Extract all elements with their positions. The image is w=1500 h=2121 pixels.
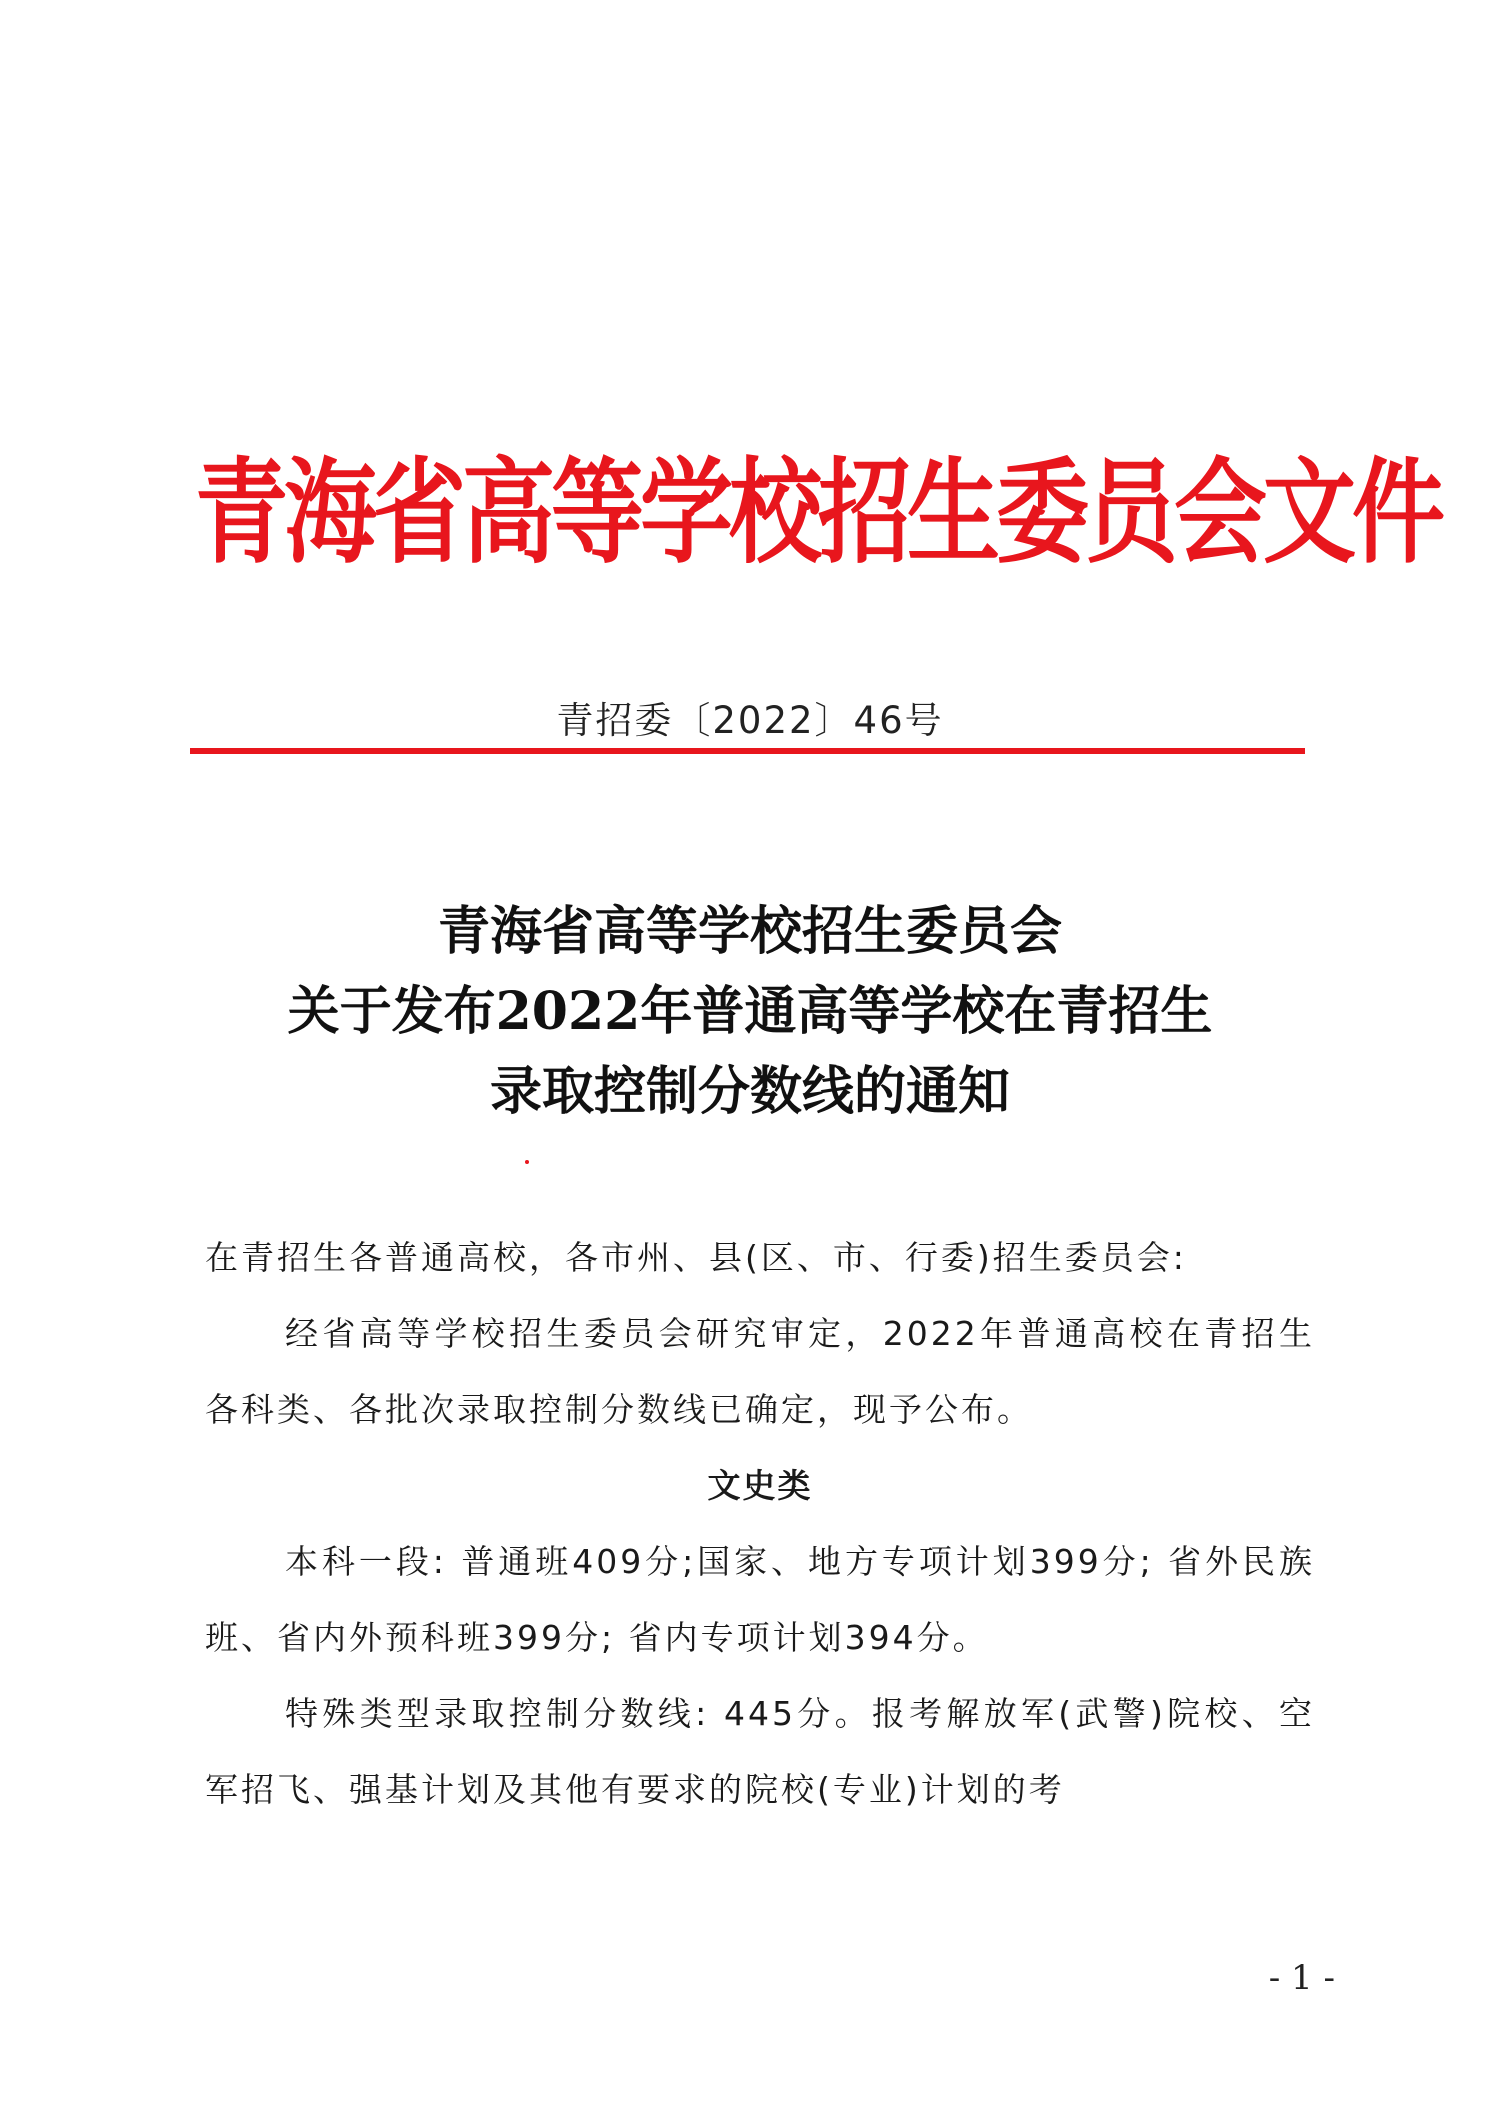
- title-line-3: 录取控制分数线的通知: [489, 1061, 1010, 1122]
- red-divider-line: [190, 748, 1305, 754]
- document-masthead: 青海省高等学校招生委员会文件: [195, 447, 1441, 579]
- salutation: 在青招生各普通高校，各市州、县(区、市、行委)招生委员会:: [205, 1238, 1187, 1277]
- notice-title: [150, 892, 1350, 1132]
- title-line-2: 关于发布2022年普通高等学校在青招生: [287, 981, 1213, 1042]
- red-speck-mark: [525, 1160, 529, 1164]
- title-line-1: 青海省高等学校招生委员会: [437, 901, 1062, 962]
- page-number: - 1 -: [1268, 1958, 1335, 1998]
- special-type-paragraph: 特殊类型录取控制分数线: 445分。报考解放军(武警)院校、空军招飞、强基计划及其他有要求的院校(专业)计划的考: [205, 1694, 1315, 1809]
- intro-paragraph: 经省高等学校招生委员会研究审定，2022年普通高校在青招生各科类、各批次录取控制分数线已确定，现予公布。: [205, 1314, 1315, 1429]
- section-heading-wenshi: 文史类: [707, 1466, 813, 1505]
- document-number: 青招委〔2022〕46号: [556, 699, 944, 742]
- benke-paragraph: 本科一段: 普通班409分;国家、地方专项计划399分; 省外民族班、省内外预科班399分; 省内专项计划394分。: [205, 1542, 1315, 1657]
- document-body: [205, 1220, 1315, 1828]
